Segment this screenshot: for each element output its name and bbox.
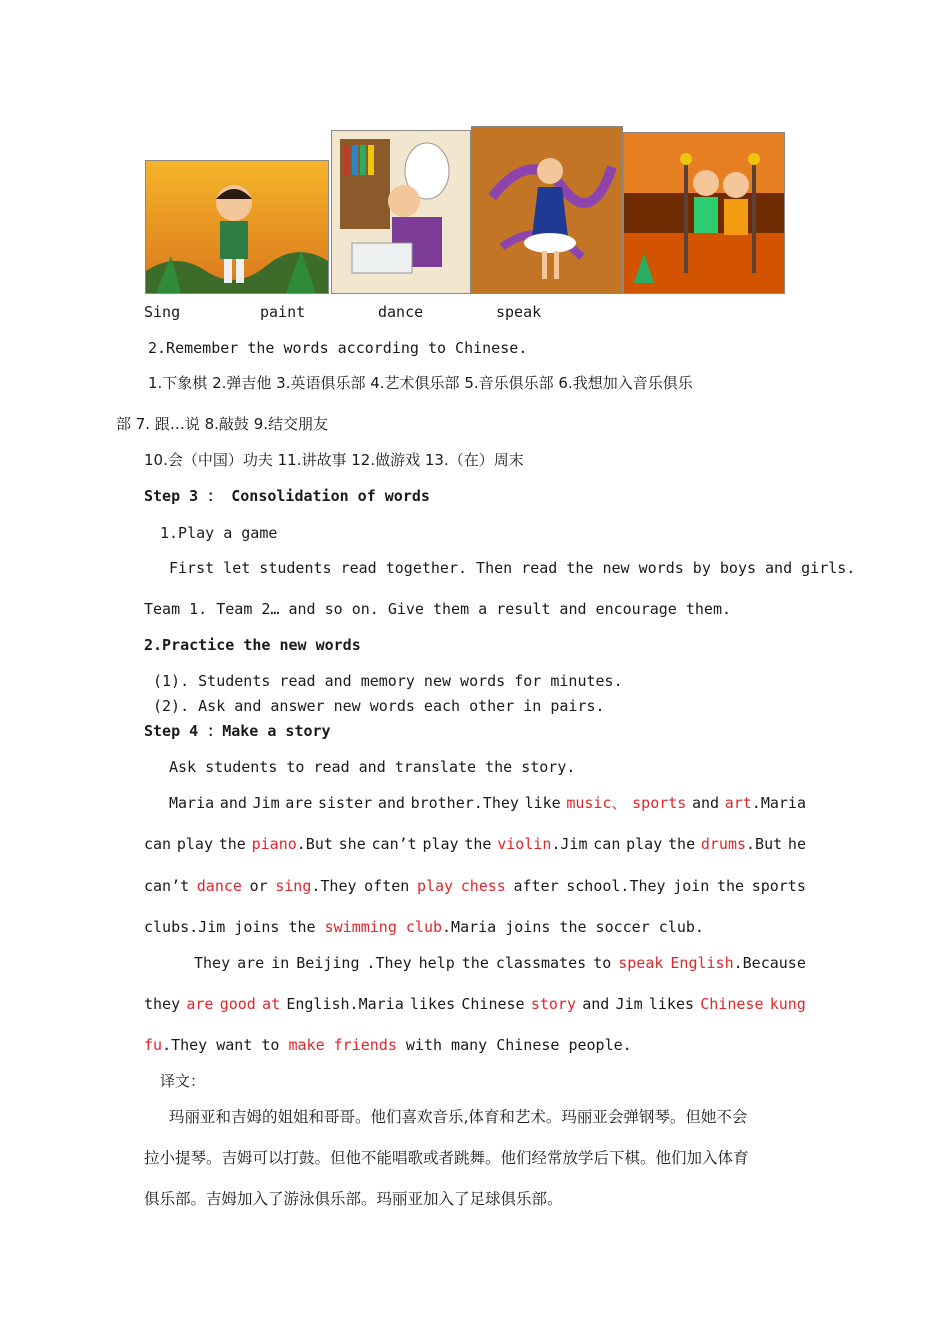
story-word: English.Maria: [286, 995, 404, 1013]
words-line-2: 部 7. 跟…说 8.敲鼓 9.结交朋友: [116, 415, 329, 433]
story-word-violin: violin.Jim: [497, 835, 588, 853]
story-word: can’t: [371, 835, 417, 853]
caption-paint: paint: [260, 303, 306, 321]
story-word-highlight: Chinese: [700, 995, 764, 1013]
story-word: can: [144, 835, 172, 853]
caption-sing: Sing: [144, 303, 181, 321]
practice-title: 2.Practice the new words: [144, 636, 361, 654]
story-word-highlight: at: [262, 995, 281, 1013]
story-word: likes: [409, 995, 456, 1013]
story-word: like: [524, 794, 561, 812]
story-word: in: [271, 954, 290, 972]
story-word: school.They: [566, 877, 666, 895]
story-line: [144, 835, 806, 853]
story-word: the: [668, 835, 696, 853]
story-word-highlight: are: [186, 995, 214, 1013]
story-word: often: [364, 877, 410, 895]
translation-line-1: 玛丽亚和吉姆的姐姐和哥哥。他们喜欢音乐,体育和艺术。玛丽亚会弹钢琴。但她不会: [169, 1108, 748, 1126]
story-word: and: [219, 794, 247, 812]
step4-intro: Ask students to read and translate the story.: [169, 758, 576, 776]
story-word: the: [218, 835, 246, 853]
story-word: and: [582, 995, 610, 1013]
story-word-highlight: music、: [566, 794, 627, 812]
words-line-3: 10.会（中国）功夫 11.讲故事 12.做游戏 13.（在）周末: [144, 451, 524, 469]
paint-illustration: [332, 131, 470, 293]
dance-illustration: [472, 127, 622, 293]
story-line-4: clubs.Jim joins the swimming club.Maria joins the soccer club.: [144, 918, 704, 936]
paint-picture: [331, 130, 471, 294]
story-word: sister: [318, 794, 373, 812]
story-word: brother.They: [410, 794, 519, 812]
story-word-highlight: play: [416, 877, 454, 895]
translation-line-2: 拉小提琴。吉姆可以打鼓。但他不能唱歌或者跳舞。他们经常放学后下棋。他们加入体育: [144, 1149, 749, 1167]
story-word: they: [144, 995, 181, 1013]
story-word: sports: [751, 877, 806, 895]
story-word: can: [593, 835, 621, 853]
words-line-1: 1.下象棋 2.弹吉他 3.英语俱乐部 4.艺术俱乐部 5.音乐俱乐部 6.我想加入音乐俱乐: [148, 374, 693, 392]
story-word: or: [249, 877, 268, 895]
story-word: she: [338, 835, 366, 853]
story-word: the: [464, 835, 492, 853]
story-word: and: [691, 794, 720, 812]
caption-speak: speak: [496, 303, 542, 321]
story-word: are: [237, 954, 265, 972]
story-word-highlight: art: [724, 794, 752, 812]
story-word-english-because: English.Because: [670, 954, 806, 972]
story-word: Beijing: [296, 954, 360, 972]
story-word-art-maria: art.Maria: [724, 794, 806, 812]
story-word: They: [194, 954, 231, 972]
translation-label: 译文：: [160, 1072, 206, 1090]
story-word: after: [513, 877, 559, 895]
story-line: [169, 794, 806, 812]
story-word-piano: piano.But: [251, 835, 333, 853]
story-word-highlight: chess: [460, 877, 506, 895]
translation-line-3: 俱乐部。吉姆加入了游泳俱乐部。玛丽亚加入了足球俱乐部。: [144, 1190, 563, 1208]
speak-picture: [623, 132, 785, 294]
story-word: likes: [648, 995, 695, 1013]
dance-picture: [471, 126, 623, 294]
practice-item-1: (1). Students read and memory new words for minutes.: [153, 672, 623, 690]
story-word: classmates: [495, 954, 587, 972]
story-word: Chinese: [461, 995, 525, 1013]
story-word: can’t: [144, 877, 190, 895]
story-word: and: [377, 794, 405, 812]
sing-illustration: [146, 161, 328, 293]
sing-picture: [145, 160, 329, 294]
story-word: join: [673, 877, 710, 895]
story-word-highlight: sports: [632, 794, 687, 812]
story-word: play: [176, 835, 213, 853]
story-word-highlight: piano: [251, 835, 297, 853]
section2-title: 2.Remember the words according to Chinese.: [148, 339, 528, 357]
story-word-sing: sing.They: [275, 877, 357, 895]
story-word: to: [593, 954, 612, 972]
game-text-1: First let students read together. Then read the new words by boys and girls.: [169, 559, 856, 577]
story-word-highlight: sing: [275, 877, 312, 895]
story-word-highlight: drums: [700, 835, 747, 853]
story-word-drums: drums.But: [700, 835, 783, 853]
story-word: the: [461, 954, 489, 972]
story-line: [144, 877, 806, 895]
story-word: he: [787, 835, 806, 853]
story-line: [144, 995, 806, 1013]
story-line-7: fu.They want to make friends with many Chinese people.: [144, 1036, 632, 1054]
story-word: Jim: [615, 995, 643, 1013]
story-word-highlight: make friends: [288, 1036, 397, 1054]
story-word: Jim: [252, 794, 280, 812]
story-word-highlight: kung: [769, 995, 806, 1013]
story-word-highlight: swimming club: [324, 918, 443, 936]
step3-title: Step 3 ： Consolidation of words: [144, 487, 430, 505]
story-word-highlight: speak: [618, 954, 664, 972]
story-line: [194, 954, 806, 972]
story-word: Maria: [169, 794, 215, 812]
story-word-highlight: dance: [196, 877, 242, 895]
story-word: play: [626, 835, 663, 853]
story-word-highlight: story: [530, 995, 576, 1013]
story-word: .They: [366, 954, 412, 972]
story-word-highlight: good: [219, 995, 256, 1013]
story-word-highlight: English: [670, 954, 734, 972]
story-word-highlight: fu: [144, 1036, 163, 1054]
story-word: play: [422, 835, 459, 853]
step4-title: Step 4 ：Make a story: [144, 722, 331, 740]
game-title: 1.Play a game: [160, 524, 278, 542]
speak-illustration: [624, 133, 784, 293]
story-word-highlight: violin: [497, 835, 552, 853]
game-text-2: Team 1. Team 2… and so on. Give them a result and encourage them.: [144, 600, 731, 618]
story-word: help: [418, 954, 455, 972]
caption-dance: dance: [378, 303, 424, 321]
story-word: are: [285, 794, 313, 812]
story-word: the: [716, 877, 745, 895]
practice-item-2: (2). Ask and answer new words each other in pairs.: [153, 697, 605, 715]
